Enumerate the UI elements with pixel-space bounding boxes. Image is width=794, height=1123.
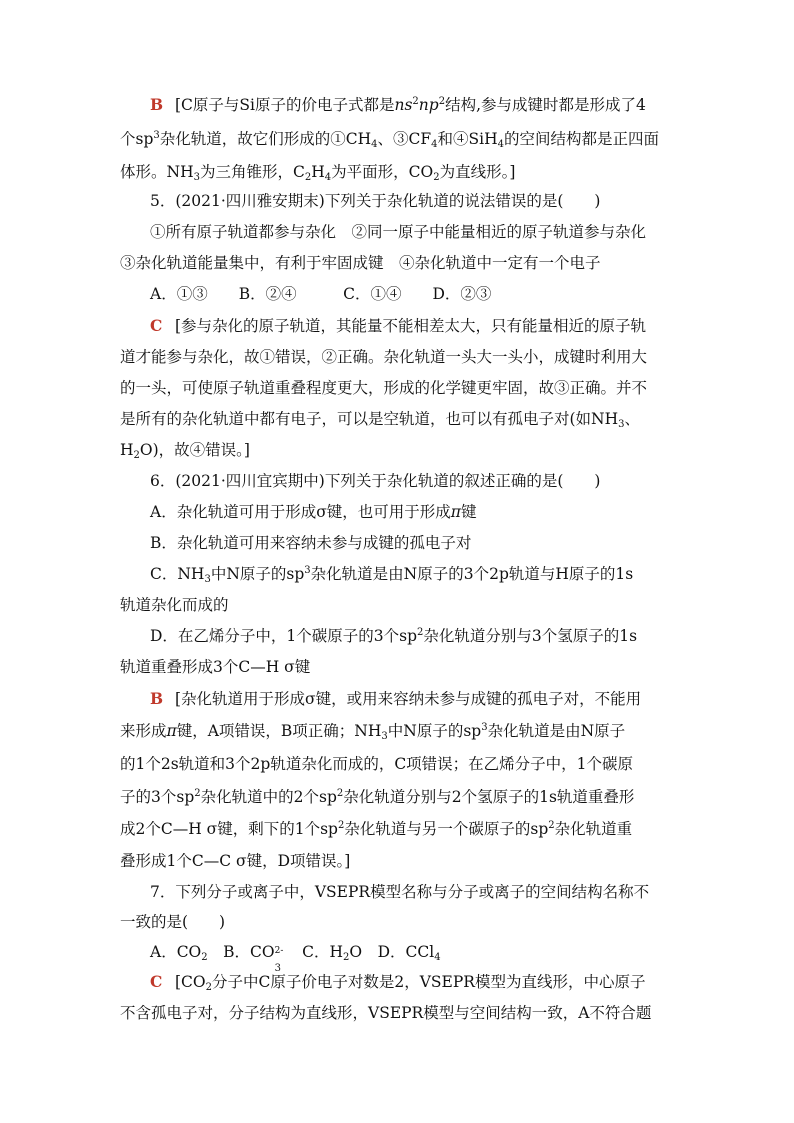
q7-options: A．$CO_2$ B．CO 2- 3 C．$H_2O$ D．CCl$_4$ (150, 943, 441, 974)
q7-explanation-line-2: 不含孤电子对，分子结构为直线形，VSEPR模型与空间结构一致，A不符合题 (120, 1004, 652, 1022)
q5-explanation-line-1: C [参与杂化的原子轨道，其能量不能相差太大，只有能量相近的原子轨 (0, 311, 794, 341)
q5-statement-1: ①所有原子轨道都参与杂化 ②同一原子中能量相近的原子轨道参与杂化 (150, 223, 647, 241)
q6-option-a: A．杂化轨道可用于形成σ键，也可用于形成π键 (150, 503, 477, 521)
q5-stem: 5．(2021·四川雅安期末)下列关于杂化轨道的说法错误的是( ) (150, 192, 601, 210)
q4-explanation-line-2: 个$sp^3$杂化轨道，故它们形成的$①CH_4$、$③CF_4$和④SiH$_4$的空间结构都是正四面 (120, 130, 660, 150)
q4-answer-label: B (150, 95, 164, 114)
q5-statement-2: ③杂化轨道能量集中，有利于牢固成键 ④杂化轨道中一定有一个电子 (120, 254, 601, 272)
q6-option-d-line-2: 轨道重叠形成3个C—H σ键 (120, 658, 311, 676)
q6-explanation-line-1: B [杂化轨道用于形成σ键，或用来容纳未参与成键的孤电子对，不能用 (0, 684, 794, 714)
q6-explanation-line-5: 成2个C—H σ键，剩下的1个$sp^2$杂化轨道与另一个碳原子的$sp^2$杂化轨道重 (120, 820, 633, 838)
q5-explanation-line-2: 道才能参与杂化，故①错误，②正确。杂化轨道一头大一头小，成键时利用大 (120, 348, 648, 366)
q6-stem: 6．(2021·四川宜宾期中)下列关于杂化轨道的叙述正确的是( ) (150, 472, 601, 490)
q6-option-b: B．杂化轨道可用来容纳未参与成键的孤电子对 (150, 534, 472, 552)
q5-explanation-line-4: 是所有的杂化轨道中都有电子，可以是空轨道，也可以有孤电子对(如$NH_3$、 (120, 410, 641, 430)
q5-answer-label: C (150, 316, 163, 335)
q5-options: A．①③ B．②④ C．①④ D．②③ (150, 285, 492, 303)
q7-stem-line-2: 一致的是( ) (120, 913, 226, 931)
q6-option-d-line-1: D．在乙烯分子中，1个碳原子的3个$sp^2$杂化轨道分别与3个氢原子的1s (150, 627, 638, 645)
q6-explanation-line-3: 的1个2s轨道和3个2p轨道杂化而成的，C项错误；在乙烯分子中，1个碳原 (120, 755, 634, 773)
q6-option-c-line-1: C．$NH_3$中N原子的$sp^3$杂化轨道是由N原子的3个2p轨道与H原子的1s (150, 565, 634, 585)
q6-explanation-line-6: 叠形成1个C—C σ键，D项错误。] (120, 852, 351, 870)
q4-explanation-line-3: 体形。$NH_3$为三角锥形，$C_2H_4$为平面形，$CO_2$为直线形。] (120, 163, 516, 183)
q6-explanation-line-2: 来形成π键，A项错误，B项正确；$NH_3$中N原子的$sp^3$杂化轨道是由N原子 (120, 722, 626, 742)
q6-explanation-line-4: 子的3个$sp^2$杂化轨道中的2个$sp^2$杂化轨道分别与2个氢原子的1s轨道重叠形 (120, 788, 635, 806)
q7-stem-line-1: 7．下列分子或离子中，VSEPR模型名称与分子或离子的空间结构名称不 (150, 883, 650, 901)
q6-option-c-line-2: 轨道杂化而成的 (120, 596, 229, 614)
q5-explanation-line-5: $H_2O$)，故④错误。] (120, 441, 250, 461)
q4-explanation-line-1: B [C原子与Si原子的价电子式都是$ns^2np^2$结构,参与成键时都是形成了4 (0, 90, 794, 120)
q7-explanation-line-1: C [$CO_2$分子中C原子价电子对数是2，VSEPR模型为直线形，中心原子 (0, 967, 794, 997)
q5-explanation-line-3: 的一头，可使原子轨道重叠程度更大，形成的化学键更牢固，故③正确。并不 (120, 379, 648, 397)
q6-answer-label: B (150, 689, 164, 708)
q7-answer-label: C (150, 972, 163, 991)
